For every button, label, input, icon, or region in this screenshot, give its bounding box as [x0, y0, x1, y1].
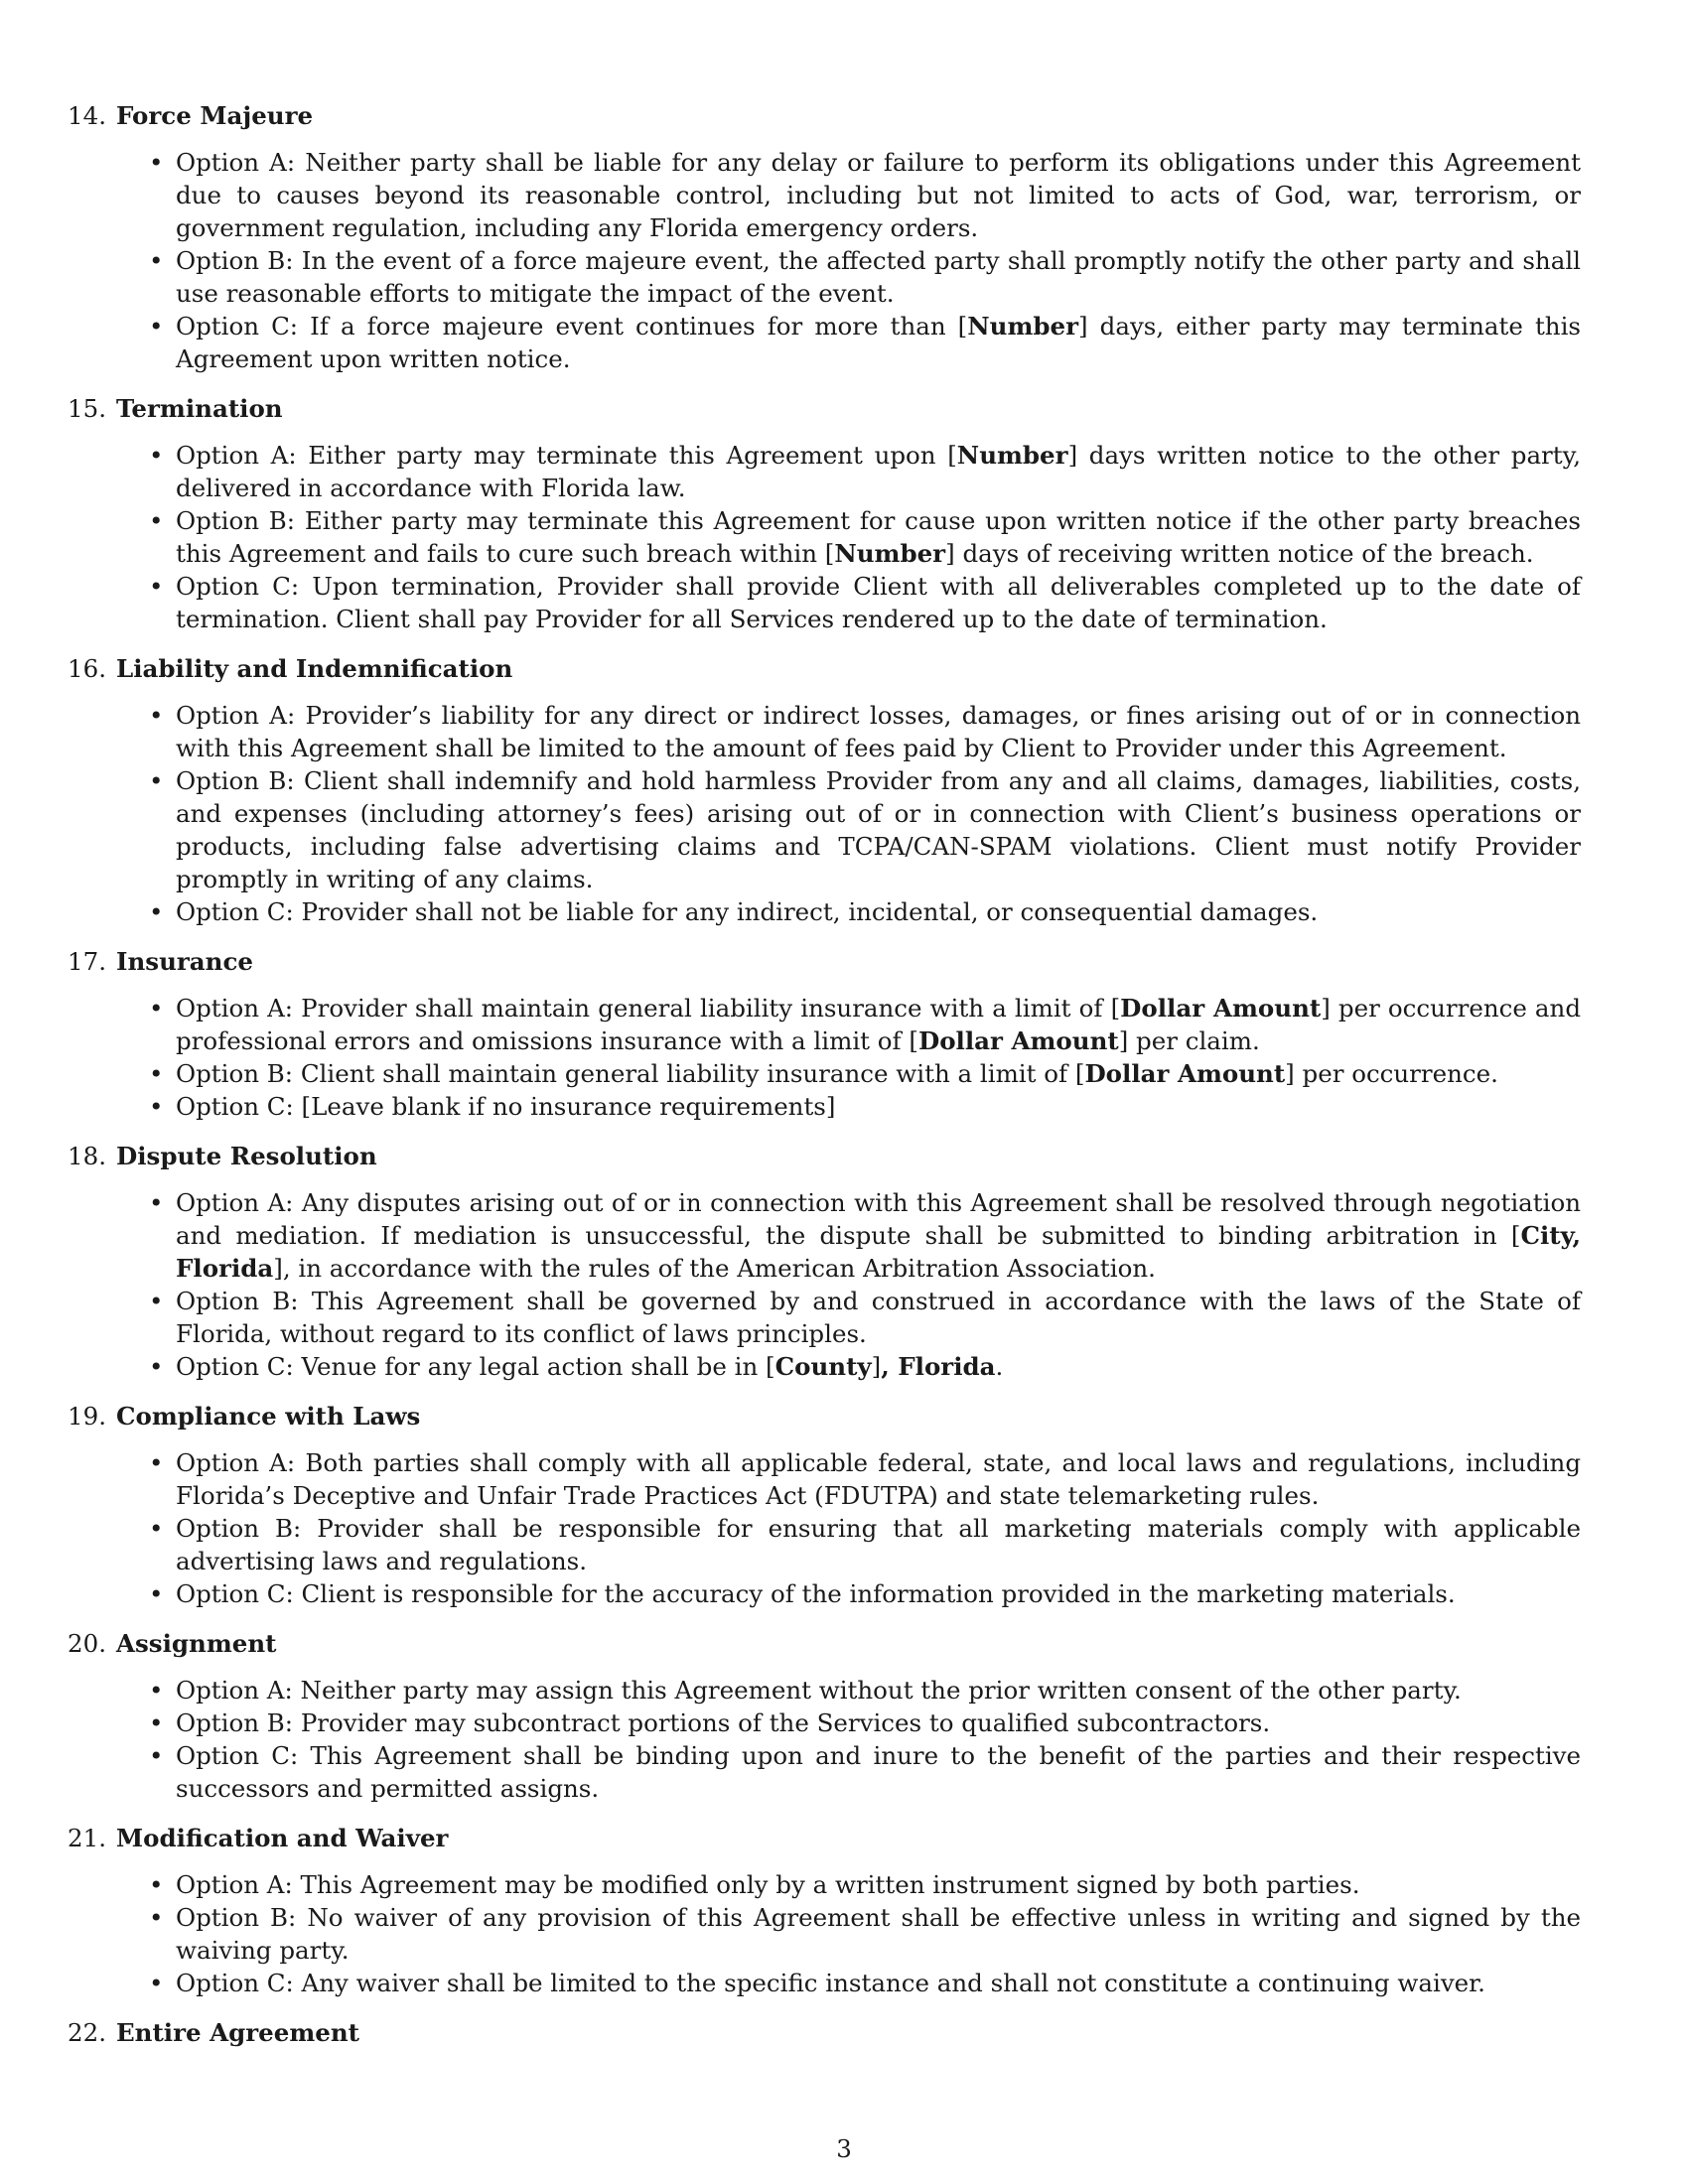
option-item — [116, 1285, 1581, 1350]
section-17 — [68, 945, 1582, 1123]
option-text: Option C: Provider shall not be liable for any indirect, incidental, or consequential damages. — [176, 897, 1319, 926]
option-text: Option A: This Agreement may be modified only by a written instrument signed by both parties. — [176, 1870, 1360, 1899]
section-heading — [68, 2016, 1581, 2049]
option-list — [116, 439, 1581, 635]
option-text: . — [995, 1352, 1004, 1381]
placeholder-field: Number — [834, 539, 946, 568]
section-heading — [68, 1822, 1581, 1854]
section-number: 18. — [68, 1142, 106, 1170]
placeholder-field: Number — [956, 441, 1068, 470]
section-14 — [68, 99, 1581, 375]
option-item — [116, 310, 1581, 375]
section-title: Modification and Waiver — [116, 1824, 449, 1852]
option-list — [116, 1868, 1581, 1999]
option-text: Option A: Provider’s liability for any direct or indirect losses, damages, or fines arising out of or in connection with this Agreement shall be limited to the amount of fees paid by Client to Provider under this Agreement. — [176, 701, 1581, 762]
option-text: ] days written notice to the other party, delivered in accordance with Florida law. — [176, 441, 1581, 502]
option-item — [116, 699, 1581, 764]
page-number: 3 — [836, 2134, 852, 2163]
option-item — [116, 1967, 1581, 1999]
section-16 — [68, 652, 1581, 928]
option-text: Option A: Neither party shall be liable for any delay or failure to perform its obligations under this Agreement due to causes beyond its reasonable control, including but not limited to acts of God, war, terrorism, or government regulation, including any Florida emergency orders. — [176, 148, 1581, 242]
section-19 — [68, 1400, 1581, 1610]
option-text: ] days of receiving written notice of the breach. — [945, 539, 1534, 568]
option-text: Option B: Client shall indemnify and hold harmless Provider from any and all claims, damages, liabilities, costs, and expenses (including attorney’s fees) arising out of or in connection with Client’s business operations or products, including false advertising claims and TCPA/CAN-SPAM violations. Client must notify Provider promptly in writing of any claims. — [176, 766, 1581, 893]
placeholder-field: City, Florida — [176, 1221, 1581, 1283]
option-item — [116, 570, 1581, 635]
section-heading — [68, 99, 1581, 132]
option-text: Option A: Any disputes arising out of or in connection with this Agreement shall be resolved through negotiation and mediation. If mediation is unsuccessful, the dispute shall be submitted to binding arbitration in [ — [176, 1188, 1581, 1250]
option-item — [116, 504, 1581, 570]
option-text: ] per occurrence and professional errors and omissions insurance with a limit of [ — [176, 994, 1582, 1055]
option-text: Option C: [Leave blank if no insurance requirements] — [176, 1092, 836, 1121]
option-item — [116, 244, 1581, 310]
option-text: ] days, either party may terminate this Agreement upon written notice. — [176, 312, 1581, 373]
placeholder-field: County — [774, 1352, 872, 1381]
placeholder-field: Dollar Amount — [917, 1026, 1119, 1055]
option-item — [116, 1901, 1581, 1967]
section-number: 15. — [68, 394, 106, 423]
section-number: 14. — [68, 101, 106, 130]
section-21 — [68, 1822, 1581, 1999]
option-text: Option C: Any waiver shall be limited to the specific instance and shall not constitute a continuing waiver. — [176, 1969, 1485, 1997]
section-number: 19. — [68, 1402, 106, 1431]
option-list — [116, 1446, 1581, 1610]
option-text: Option C: Upon termination, Provider shall provide Client with all deliverables completed up to the date of termination. Client shall pay Provider for all Services rendered up to the date of termination. — [176, 572, 1581, 633]
section-18 — [68, 1140, 1581, 1383]
option-text: Option A: Provider shall maintain general liability insurance with a limit of [ — [176, 994, 1121, 1023]
section-title: Force Majeure — [116, 101, 314, 130]
option-text: Option B: This Agreement shall be governed by and construed in accordance with the laws of the State of Florida, without regard to its conflict of laws principles. — [176, 1287, 1581, 1348]
option-item — [116, 1057, 1581, 1090]
section-heading — [68, 945, 1581, 978]
option-text: Option C: Venue for any legal action shall be in [ — [176, 1352, 775, 1381]
section-22 — [68, 2016, 1581, 2049]
section-heading — [68, 652, 1581, 685]
option-item — [116, 1090, 1581, 1123]
placeholder-field: , Florida — [881, 1352, 996, 1381]
option-item — [116, 1674, 1581, 1706]
section-title: Insurance — [116, 947, 253, 976]
section-heading — [68, 1400, 1581, 1433]
option-item — [116, 992, 1581, 1057]
option-item — [116, 1868, 1581, 1901]
option-text: Option A: Both parties shall comply with all applicable federal, state, and local laws and regulations, including Florida’s Deceptive and Unfair Trade Practices Act (FDUTPA) and state telemarketing rules. — [176, 1448, 1581, 1510]
option-text: Option B: Provider may subcontract portions of the Services to qualified subcontractors. — [176, 1708, 1271, 1737]
section-20 — [68, 1627, 1581, 1805]
option-text: ] — [871, 1352, 882, 1381]
option-item — [116, 895, 1581, 928]
option-item — [116, 1512, 1581, 1577]
placeholder-field: Dollar Amount — [1120, 994, 1322, 1023]
section-title: Entire Agreement — [116, 2018, 359, 2047]
option-text: Option C: If a force majeure event continues for more than [ — [176, 312, 968, 341]
option-list — [116, 699, 1581, 928]
option-text: Option B: Client shall maintain general liability insurance with a limit of [ — [176, 1059, 1085, 1088]
section-title: Termination — [116, 394, 283, 423]
option-text: Option B: No waiver of any provision of this Agreement shall be effective unless in writing and signed by the waiving party. — [176, 1903, 1581, 1965]
section-15 — [68, 392, 1581, 635]
section-heading — [68, 392, 1581, 425]
option-list — [116, 1674, 1581, 1805]
option-item — [116, 1739, 1581, 1805]
option-list — [116, 992, 1581, 1123]
section-number: 21. — [68, 1824, 106, 1852]
option-list — [116, 146, 1581, 375]
option-item — [116, 146, 1581, 244]
option-item — [116, 1186, 1581, 1285]
option-text: ] per claim. — [1118, 1026, 1260, 1055]
section-number: 17. — [68, 947, 106, 976]
option-item — [116, 1350, 1581, 1383]
option-text: Option A: Either party may terminate this Agreement upon [ — [176, 441, 957, 470]
option-text: ], in accordance with the rules of the American Arbitration Association. — [273, 1254, 1156, 1283]
section-number: 20. — [68, 1629, 106, 1658]
option-item — [116, 1577, 1581, 1610]
section-title: Assignment — [116, 1629, 277, 1658]
option-text: Option B: Provider shall be responsible for ensuring that all marketing materials comply with applicable advertising laws and regulations. — [176, 1514, 1581, 1575]
option-text: ] per occurrence. — [1285, 1059, 1498, 1088]
section-heading — [68, 1140, 1581, 1172]
placeholder-field: Number — [967, 312, 1079, 341]
section-title: Compliance with Laws — [116, 1402, 421, 1431]
option-item — [116, 439, 1581, 504]
section-title: Liability and Indemnification — [116, 654, 513, 683]
option-text: Option A: Neither party may assign this Agreement without the prior written consent of the other party. — [176, 1676, 1462, 1705]
option-text: Option C: This Agreement shall be binding upon and inure to the benefit of the parties and their respective successors and permitted assigns. — [176, 1741, 1581, 1803]
section-number: 22. — [68, 2018, 106, 2047]
option-item — [116, 764, 1581, 895]
option-text: Option C: Client is responsible for the accuracy of the information provided in the marketing materials. — [176, 1579, 1456, 1608]
option-text: Option B: In the event of a force majeure event, the affected party shall promptly notify the other party and shall use reasonable efforts to mitigate the impact of the event. — [176, 246, 1581, 308]
placeholder-field: Dollar Amount — [1084, 1059, 1286, 1088]
section-title: Dispute Resolution — [116, 1142, 377, 1170]
option-item — [116, 1706, 1581, 1739]
option-list — [116, 1186, 1581, 1383]
option-text: Option B: Either party may terminate this Agreement for cause upon written notice if the other party breaches this Agreement and fails to cure such breach within [ — [176, 506, 1581, 568]
section-number: 16. — [68, 654, 106, 683]
option-item — [116, 1446, 1581, 1512]
document-body — [68, 99, 1582, 2066]
section-heading — [68, 1627, 1581, 1660]
